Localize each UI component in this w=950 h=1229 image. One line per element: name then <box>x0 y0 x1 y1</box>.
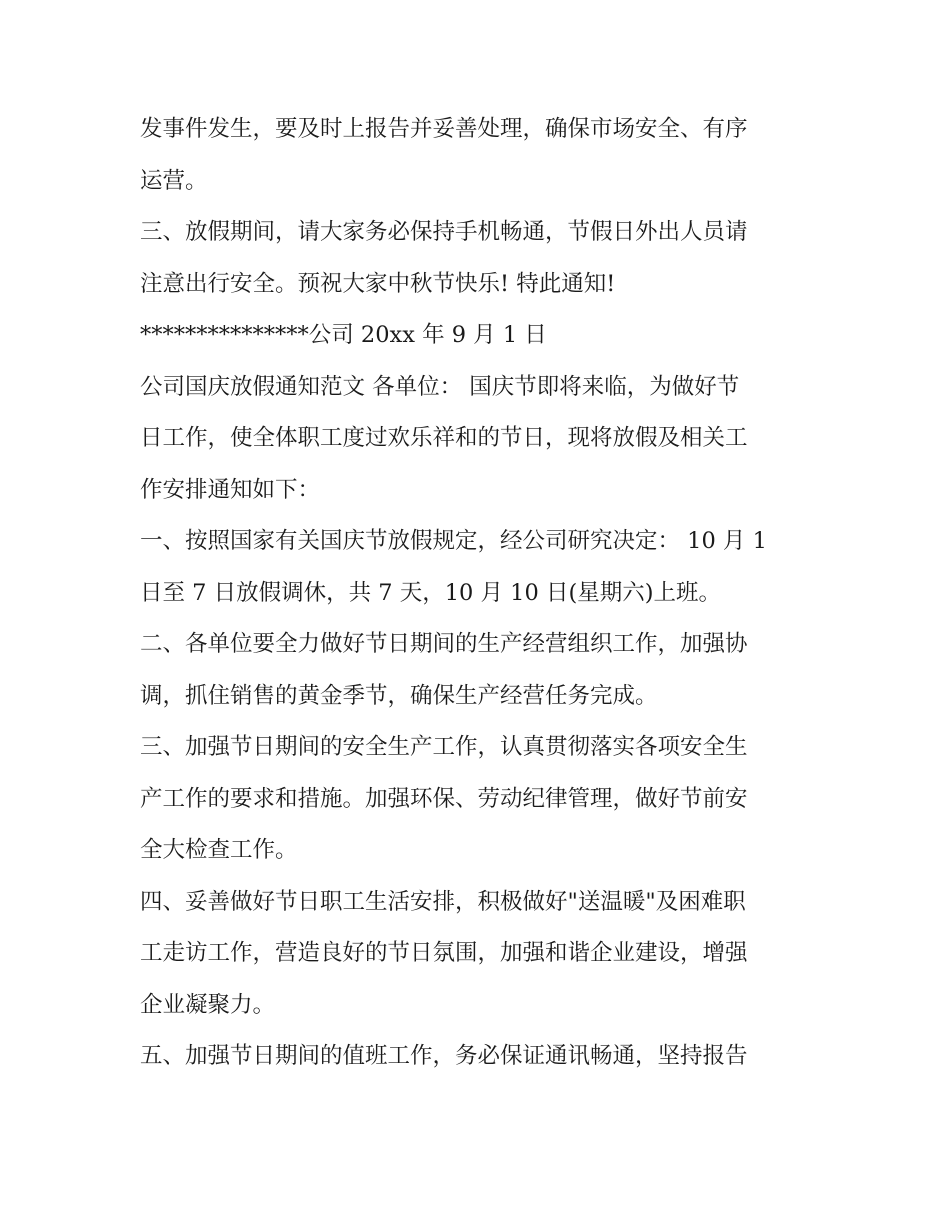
signature-line: ***************公司 20xx 年 9 月 1 日 <box>140 322 547 348</box>
text-line: 企业凝聚力。 <box>140 991 276 1018</box>
text-line: 发事件发生，要及时上报告并妥善处理，确保市场安全、有序 <box>140 116 748 142</box>
text-line: 产工作的要求和措施。加强环保、劳动纪律管理，做好节前安 <box>140 785 748 812</box>
text-line: 三、加强节日期间的安全生产工作，认真贯彻落实各项安全生 <box>140 734 748 760</box>
text-line: 调，抓住销售的黄金季节，确保生产经营任务完成。 <box>140 682 658 709</box>
text-line: 注意出行安全。预祝大家中秋节快乐! 特此通知! <box>140 270 616 297</box>
text-line: 作安排通知如下： <box>140 476 321 503</box>
text-line: 全大检查工作。 <box>140 837 298 863</box>
text-line: 日工作，使全体职工度过欢乐祥和的节日，现将放假及相关工 <box>140 425 748 451</box>
text-line: 运营。 <box>140 167 208 194</box>
text-line: 三、放假期间，请大家务必保持手机畅通，节假日外出人员请 <box>140 219 748 245</box>
document-body <box>140 104 812 1083</box>
text-line: 五、加强节日期间的值班工作，务必保证通讯畅通，坚持报告 <box>140 1043 748 1069</box>
text-line: 一、按照国家有关国庆节放假规定，经公司研究决定： 10 月 1 <box>140 528 767 554</box>
text-line: 四、妥善做好节日职工生活安排，积极做好"送温暖"及困难职 <box>140 888 746 915</box>
text-line: 工走访工作，营造良好的节日氛围，加强和谐企业建设，增强 <box>140 940 748 966</box>
text-line: 公司国庆放假通知范文 各单位： 国庆节即将来临，为做好节 <box>140 373 740 400</box>
text-line: 二、各单位要全力做好节日期间的生产经营组织工作，加强协 <box>140 631 748 657</box>
text-line: 日至 7 日放假调休，共 7 天，10 月 10 日(星期六)上班。 <box>140 579 722 606</box>
